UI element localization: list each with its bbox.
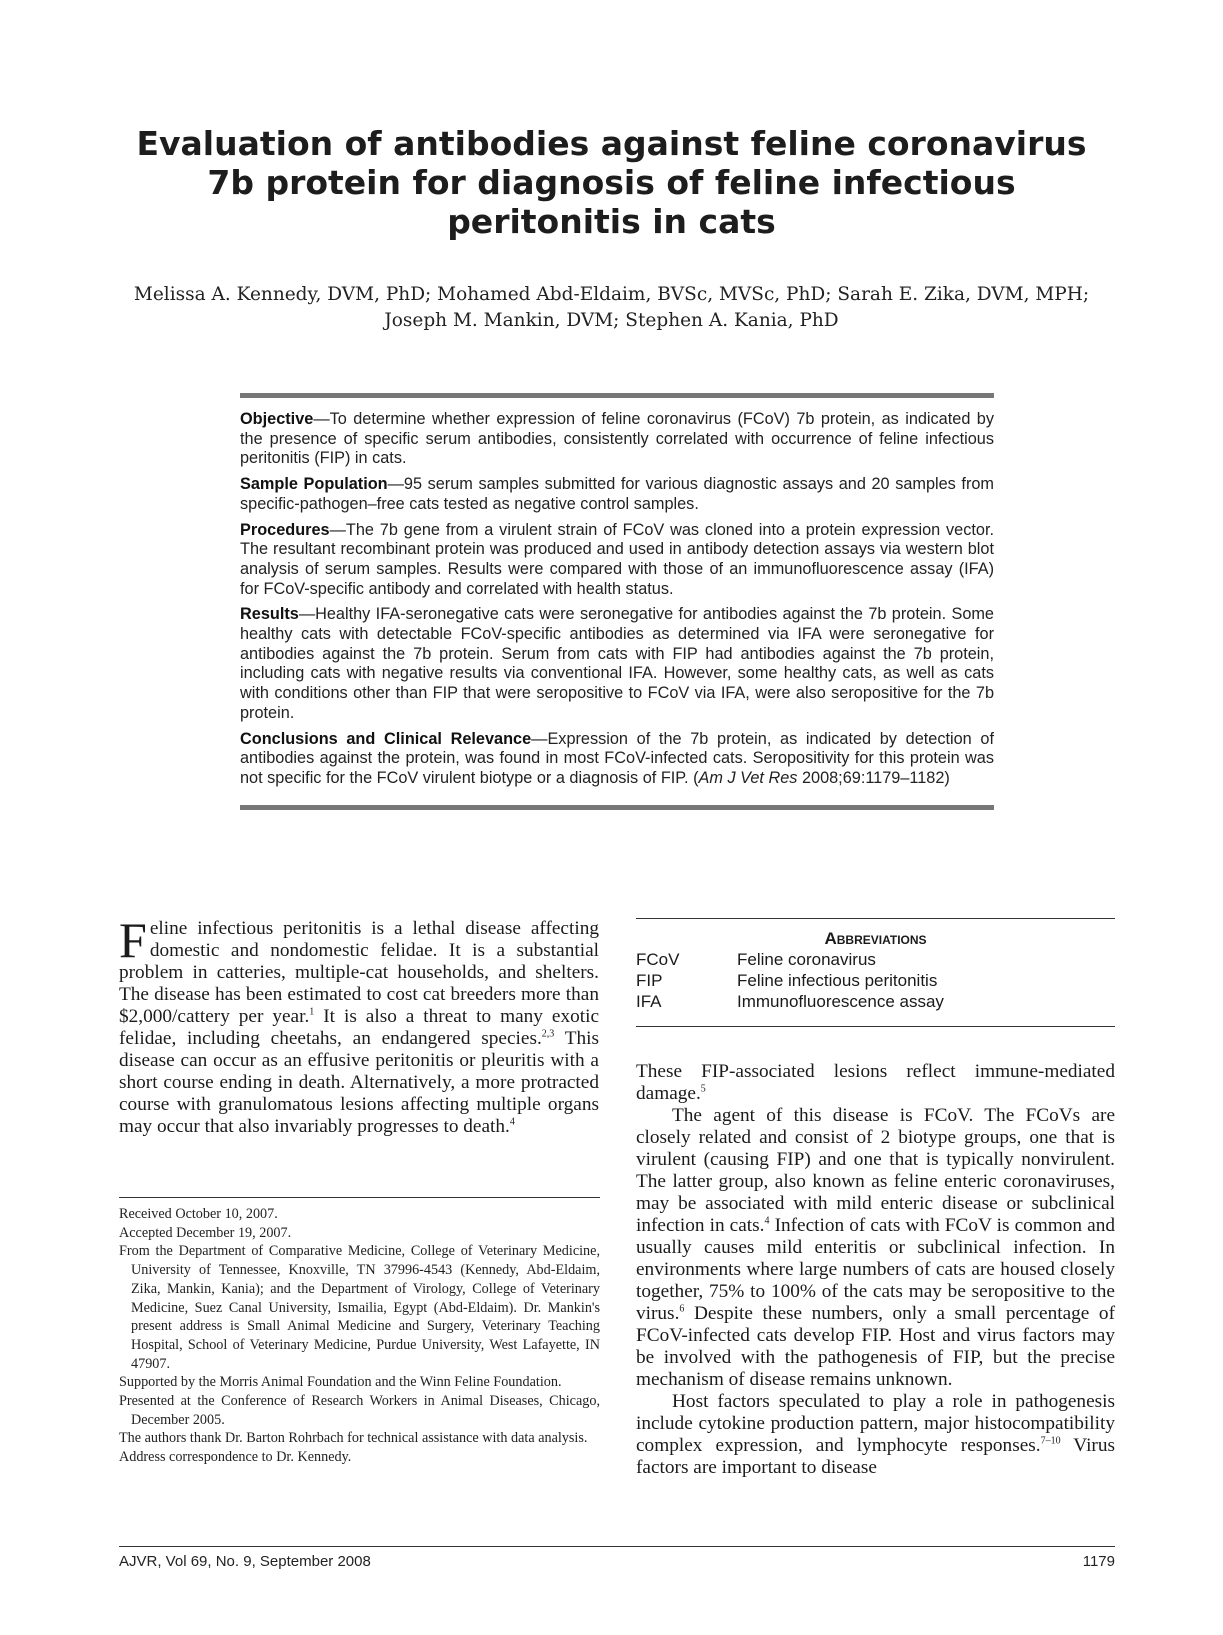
- section-label: Sample Population: [240, 475, 388, 494]
- intro-paragraph: [119, 912, 600, 1138]
- text: Infection of cats with FCoV is common and usually causes mild enteritis or subclinical infection. In environments where large numbers of cats are housed closely together, 75% to 100% of the cats may be seropositive to the virus.: [636, 1215, 1115, 1324]
- section-text: —The 7b gene from a virulent strain of FCoV was cloned into a protein expression vector. The resultant recombinant protein was produced and used in antibody detection assays via western blot analysis of serum samples. Results were compared with those of an immunofluorescence assay (IFA) for FCoV-specific antibody and correlated with health status.: [240, 520, 994, 598]
- abbreviation: IFA: [636, 992, 662, 1011]
- footnote-acknowledgment: The authors thank Dr. Barton Rohrbach for technical assistance with data analysis.: [119, 1430, 588, 1447]
- text: Despite these numbers, only a small percentage of FCoV-infected cats develop FIP. Host and virus factors may be involved with the pathogenesis of FIP, but the precise mechanism of disease remains unknown.: [636, 1303, 1115, 1390]
- definition: Immunofluorescence assay: [737, 992, 944, 1011]
- reference: 6: [679, 1303, 685, 1315]
- reference: 2,3: [541, 1028, 555, 1040]
- reference: 1: [309, 1006, 315, 1018]
- citation: 2008;69:1179–1182): [797, 768, 950, 787]
- footnote-accepted: Accepted December 19, 2007.: [119, 1224, 292, 1241]
- paragraph: [636, 1061, 1115, 1105]
- paragraph: [636, 1105, 1115, 1391]
- page-number: 1179: [1082, 1553, 1115, 1570]
- reference: 4: [509, 1116, 515, 1128]
- definition: Feline infectious peritonitis: [737, 971, 938, 990]
- abbreviation: FCoV: [636, 950, 680, 969]
- abstract-results: [240, 605, 994, 723]
- reference: 5: [700, 1083, 706, 1095]
- abstract-procedures: [240, 521, 994, 600]
- journal-name: Am J Vet Res: [698, 768, 798, 787]
- section-text: —Healthy IFA-seronegative cats were seronegative for antibodies against the 7b protein. Some healthy cats with detectable FCoV-specific antibodies as determined via IFA were seronegative for antibodies against the 7b protein. Serum from cats with FIP had antibodies against the 7b protein, including cats with negative results via conventional IFA. However, some healthy cats, as well as cats with conditions other than FIP that were seropositive to FCoV via IFA, were also seropositive for the 7b protein.: [240, 605, 994, 722]
- abstract-conclusions: [240, 730, 994, 789]
- section-label: Conclusions and Clinical Relevance: [240, 729, 532, 748]
- abbreviations-heading: Abbreviations: [824, 929, 927, 948]
- journal-issue: AJVR, Vol 69, No. 9, September 2008: [119, 1553, 371, 1570]
- text: The agent of this disease is FCoV. The FCoVs are closely related and consist of 2 biotype groups, one that is virulent (causing FIP) and one that is typically nonvirulent. The latter group, also known as feline enteric coronaviruses, may be associated with mild enteric disease or subclinical infection in cats.: [636, 1105, 1115, 1236]
- author-list: Melissa A. Kennedy, DVM, PhD; Mohamed Abd-Eldaim, BVSc, MVSc, PhD; Sarah E. Zika, DVM, MPH; Joseph M. Mankin, DVM; Stephen A. Kania, PhD: [133, 284, 1090, 331]
- abstract: [240, 393, 994, 810]
- paragraph: [636, 1391, 1115, 1479]
- footnotes: [119, 1197, 600, 1467]
- section-text: —Expression of the 7b protein, as indicated by detection of antibodies against the protein, was found in most FCoV-infected cats. Seropositivity for this protein was not specific for the FCoV virulent biotype or a diagnosis of FIP. (: [240, 729, 994, 787]
- abbreviation: FIP: [636, 971, 663, 990]
- reference: 7–10: [1040, 1435, 1061, 1447]
- text: Host factors speculated to play a role in pathogenesis include cytokine production pattern, major histocompatibility complex expression, and lymphocyte responses.: [636, 1391, 1115, 1456]
- abbreviation-row: [636, 949, 1115, 970]
- abbreviation-row: [636, 970, 1115, 991]
- abbreviation-row: [636, 991, 1115, 1012]
- left-column-body: [119, 912, 600, 1138]
- footnote-affiliation: From the Department of Comparative Medicine, College of Veterinary Medicine, University of Tennessee, Knoxville, TN 37996-4543 (Kennedy, Abd-Eldaim, Zika, Mankin, Kania); and the Department of Virology, College of Veterinary Medicine, Suez Canal University, Ismailia, Egypt (Abd-Eldaim). Dr. Mankin's present address is Small Animal Medicine and Surgery, Veterinary Teaching Hospital, School of Veterinary Medicine, Purdue University, West Lafayette, IN 47907.: [119, 1243, 600, 1372]
- footnote-presented: Presented at the Conference of Research Workers in Animal Diseases, Chicago, December 2005.: [119, 1393, 600, 1428]
- text: eline infectious peritonitis is a lethal disease affecting domestic and nondomestic felidae. It is a substantial problem in catteries, multiple-cat households, and shelters. The disease has been estimated to cost cat breeders more than $2,000/cattery per year.: [119, 918, 599, 1027]
- right-column-body: [636, 1061, 1115, 1479]
- section-text: —95 serum samples submitted for various diagnostic assays and 20 samples from specific-pathogen–free cats tested as negative control samples.: [240, 475, 994, 513]
- text: This disease can occur as an effusive peritonitis or pleuritis with a short course ending in death. Alternatively, a more protracted course with granulomatous lesions affecting multiple organs may occur that also invariably progresses to death.: [119, 1028, 599, 1137]
- abstract-objective: [240, 410, 994, 469]
- paper-title: Evaluation of antibodies against feline coronavirus 7b protein for diagnosis of feline infectious peritonitis in cats: [136, 124, 1087, 241]
- text: It is also a threat to many exotic felidae, including cheetahs, an endangered species.: [119, 1006, 600, 1049]
- drop-cap: F: [119, 912, 147, 968]
- abbreviations-box: [636, 918, 1115, 1027]
- section-label: Procedures: [240, 520, 330, 539]
- section-label: Results: [240, 605, 299, 624]
- reference: 4: [764, 1215, 770, 1227]
- text: These FIP-associated lesions reflect immune-mediated damage.: [636, 1061, 1115, 1104]
- footnote-correspondence: Address correspondence to Dr. Kennedy.: [119, 1449, 352, 1466]
- abstract-sample-population: [240, 475, 994, 514]
- text: Virus factors are important to disease: [636, 1435, 1115, 1478]
- page-footer: [119, 1546, 1115, 1570]
- footnote-received: Received October 10, 2007.: [119, 1206, 278, 1222]
- section-text: —To determine whether expression of feline coronavirus (FCoV) 7b protein, as indicated by the presence of specific serum antibodies, consistently correlated with occurrence of feline infectious peritonitis (FIP) in cats.: [240, 410, 994, 468]
- definition: Feline coronavirus: [737, 950, 876, 969]
- section-label: Objective: [240, 410, 314, 428]
- footnote-funding: Supported by the Morris Animal Foundation and the Winn Feline Foundation.: [119, 1374, 562, 1391]
